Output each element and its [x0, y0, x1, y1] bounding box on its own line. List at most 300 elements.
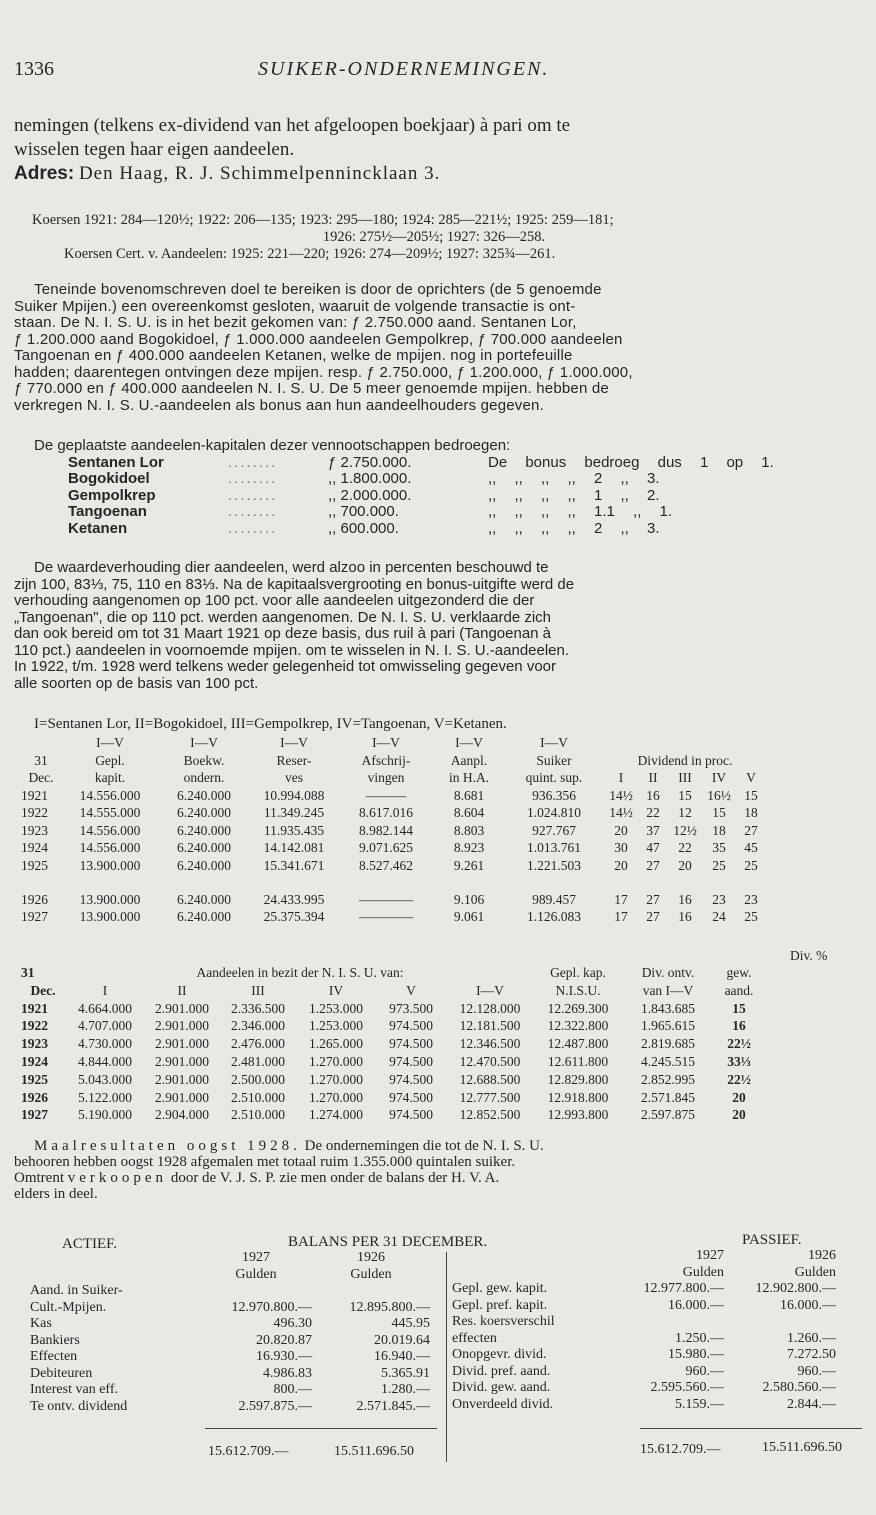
table-cell: 5.190.000	[78, 1107, 132, 1123]
table-cell: 1.221.503	[527, 857, 581, 873]
year-header: 1927	[242, 1250, 270, 1265]
value-paragraph	[14, 560, 854, 692]
para-line: hadden; daarentegen ontvingen deze mpijen. resp. ƒ 2.750.000, ƒ 1.200.000, ƒ 1.000.000,	[14, 363, 633, 381]
table-row	[20, 1017, 764, 1035]
table-row	[20, 908, 766, 926]
liab-total-1926: 15.511.696.50	[762, 1440, 842, 1455]
table-cell: 2.852.995	[641, 1071, 695, 1087]
spacer	[20, 734, 62, 752]
capital-table	[68, 455, 774, 538]
table-cell: ————	[359, 909, 413, 924]
assets-total-rule	[205, 1428, 437, 1429]
table-cell: 13.900.000	[79, 891, 141, 907]
table-cell: 11.349.245	[263, 805, 325, 820]
col-header: Afschrij-	[361, 752, 411, 768]
table-cell: 1926	[21, 891, 48, 907]
page-title: SUIKER-ONDERNEMINGEN.	[258, 58, 550, 80]
table-cell: 13.900.000	[79, 857, 141, 873]
table-cell: 6.240.000	[177, 840, 231, 855]
table-cell: 14½	[609, 805, 633, 820]
balance-row	[30, 1333, 430, 1350]
col-range: I—V	[190, 735, 218, 750]
table-cell: 25	[712, 857, 726, 873]
table-row	[20, 1000, 764, 1018]
address-text: Den Haag, R. J. Schimmelpennincklaan 3.	[78, 163, 441, 184]
table-cell: 45	[744, 840, 758, 855]
assets-total-1927: 15.612.709.—	[208, 1444, 289, 1459]
capital-amount: ,, 600.000.	[328, 519, 399, 537]
balance-row	[452, 1281, 836, 1298]
para-line	[14, 1138, 854, 1154]
table-row	[20, 1035, 764, 1053]
table-cell: 1925	[21, 1071, 48, 1087]
table-cell: 2.901.000	[155, 1089, 209, 1105]
table-cell: 6.240.000	[177, 805, 231, 820]
balance-value: 2.571.845.—	[356, 1398, 430, 1414]
table-cell: 8.803	[453, 822, 485, 838]
col-header: Reser-	[276, 752, 312, 768]
balance-label: Divid. pref. aand.	[452, 1363, 551, 1379]
para-text: De ondernemingen die tot de N. I. S. U.	[304, 1138, 544, 1154]
capital-row	[68, 521, 774, 538]
balance-row	[452, 1364, 836, 1381]
balance-label: Cult.-Mpijen.	[30, 1299, 107, 1315]
capital-amount: ,, 2.000.000.	[328, 486, 412, 504]
table-cell: 2.901.000	[155, 1000, 209, 1016]
koersen-line: Koersen Cert. v. Aandeelen: 1925: 221—220; 1926: 274—209½; 1927: 325¾—261.	[64, 246, 556, 262]
balance-label: Onverdeeld divid.	[452, 1396, 554, 1412]
col-header: Dec.	[30, 982, 56, 998]
table-cell: 974.500	[389, 1036, 433, 1052]
table-cell: 974.500	[389, 1018, 433, 1034]
table-cell: 2.510.000	[231, 1107, 285, 1123]
table-cell: 1.013.761	[527, 840, 581, 855]
balance-label: Te ontv. dividend	[30, 1398, 128, 1414]
balance-value: 445.95	[391, 1316, 430, 1331]
bonus-ratio: ,, ,, ,, ,, 2 ,, 3.	[488, 519, 660, 537]
balance-value: 16.000.—	[780, 1297, 836, 1313]
col-header: kapit.	[94, 770, 126, 785]
table-cell: 2.901.000	[155, 1036, 209, 1052]
spaced-text: Maalresultaten oogst 1928.	[34, 1138, 301, 1154]
bonus-ratio: De bonus bedroeg dus 1 op 1.	[488, 453, 774, 471]
col-range: I—V	[96, 735, 124, 750]
table-row	[20, 839, 766, 857]
para-line: ƒ 1.200.000 aand Bogokidoel, ƒ 1.000.000 aandeelen Gempolkrep, ƒ 700.000 aandeelen	[14, 330, 623, 348]
bonus-ratio: ,, ,, ,, ,, 2 ,, 3.	[488, 470, 660, 487]
col-header: IV	[328, 982, 344, 998]
table-cell: 20	[614, 822, 628, 838]
balance-divider	[446, 1252, 447, 1462]
table-cell: 4.664.000	[78, 1000, 132, 1016]
company-name: Bogokidoel	[68, 470, 150, 487]
col-header: Div. ontv.	[641, 965, 695, 980]
col-header: I	[618, 770, 624, 785]
balance-row	[452, 1347, 836, 1364]
table-cell: 1.274.000	[309, 1107, 363, 1123]
table-cell: 16	[678, 909, 692, 924]
bonus-ratio: ,, ,, ,, ,, 1 ,, 2.	[488, 486, 660, 504]
para-line: elders in deel.	[14, 1186, 98, 1202]
balance-value	[200, 1283, 312, 1300]
col-header: Suiker	[536, 752, 572, 768]
col-header: Boekw.	[183, 752, 225, 768]
balance-value: 12.977.800.—	[643, 1281, 724, 1296]
table-cell: 12.777.500	[459, 1089, 521, 1105]
para-line: alle soorten op de basis van 100 pct.	[14, 674, 259, 692]
col-header: I	[102, 982, 108, 998]
table-cell: 27	[646, 857, 660, 873]
table-cell: 14.556.000	[79, 822, 141, 838]
table-cell: 12	[678, 805, 692, 820]
col-range: I—V	[540, 735, 568, 750]
koersen-section	[14, 212, 854, 263]
table-cell: 14.556.000	[79, 787, 141, 803]
leader-dots: ........	[228, 486, 278, 504]
capital-amount: ,, 1.800.000.	[328, 470, 412, 487]
table-cell: 16	[732, 1018, 746, 1034]
col-header: 31	[34, 752, 48, 768]
table-cell: 8.617.016	[359, 805, 413, 820]
table-row	[20, 1053, 764, 1071]
table-cell: 1921	[21, 1000, 48, 1016]
balance-label: Effecten	[30, 1349, 78, 1364]
balance-value: 1.260.—	[787, 1330, 836, 1346]
capital-row	[68, 504, 774, 521]
table-cell: 12.322.800	[547, 1018, 609, 1034]
table-cell: 33⅓	[727, 1053, 751, 1069]
table-cell: 27	[744, 822, 758, 838]
table-cell: 2.336.500	[231, 1000, 285, 1016]
para-line: Suiker Mpijen.) een overeenkomst gesloten, waaruit de volgende transactie is ont-	[14, 297, 576, 315]
table-cell: 25.375.394	[263, 909, 325, 924]
table-cell: 12.181.500	[459, 1018, 521, 1034]
para-line: 110 pct.) aandeelen in voornoemde mpijen. om te wisselen in N. I. S. U.-aandeelen.	[14, 641, 570, 659]
balance-value: 960.—	[797, 1363, 836, 1379]
table-cell: 1925	[21, 857, 48, 873]
company-name: Gempolkrep	[68, 486, 156, 504]
table-cell: 12.993.800	[547, 1107, 609, 1123]
balance-row	[452, 1380, 836, 1397]
col-header: V	[746, 770, 756, 785]
capital-row	[68, 455, 774, 472]
table-cell: 8.681	[453, 787, 485, 803]
para-line	[14, 1170, 854, 1186]
table-cell: 27	[646, 909, 660, 924]
col-header: Gepl. kap.	[550, 965, 606, 980]
table-cell: 9.261	[453, 857, 485, 873]
balance-value: 496.30	[273, 1316, 312, 1331]
para-line: dan ook bereid om tot 31 Maart 1921 op deze basis, dus ruil à pari (Tangoenan à	[14, 625, 552, 642]
table-cell: 15.341.671	[263, 857, 325, 873]
balance-label: Interest van eff.	[30, 1382, 118, 1397]
div-pct-label: Div. %	[790, 948, 828, 963]
table-cell: 9.061	[453, 909, 485, 924]
balance-value	[724, 1314, 836, 1331]
intro-section	[14, 114, 854, 186]
table-cell: 974.500	[389, 1089, 433, 1105]
balance-title: BALANS PER 31 DECEMBER.	[288, 1234, 488, 1250]
capital-heading: De geplaatste aandeelen-kapitalen dezer vennootschappen bedroegen:	[34, 437, 511, 454]
col-header: 31	[21, 965, 35, 980]
intro-line: wisselen tegen haar eigen aandeelen.	[14, 139, 295, 160]
table-cell: 8.982.144	[359, 822, 413, 838]
col-header: I—V	[476, 982, 504, 998]
spaced-text: verkoopen	[67, 1170, 168, 1186]
table-cell: 12½	[673, 822, 697, 838]
table-row	[20, 787, 766, 805]
table-cell: 4.844.000	[78, 1053, 132, 1069]
table-cell: 1921	[21, 787, 48, 803]
table-cell: 2.510.000	[231, 1089, 285, 1105]
balance-value: 2.597.875.—	[238, 1398, 312, 1414]
koersen-line: Koersen 1921: 284—120½; 1922: 206—135; 1923: 295—180; 1924: 285—221½; 1925: 259—181;	[32, 212, 614, 228]
col-header: ves	[285, 770, 303, 785]
liabilities-table	[452, 1248, 836, 1413]
balance-value: 16.940.—	[374, 1349, 430, 1364]
balance-row	[30, 1399, 430, 1416]
table-cell: 5.043.000	[78, 1071, 132, 1087]
table-cell: 6.240.000	[177, 909, 231, 924]
unit-header: Gulden	[682, 1264, 724, 1280]
col-header: III	[678, 770, 692, 785]
harvest-paragraph	[14, 1138, 854, 1202]
table-row	[20, 804, 766, 822]
balance-row	[30, 1349, 430, 1366]
table-cell: 13.900.000	[79, 909, 141, 924]
table-cell: 1.126.083	[527, 909, 581, 924]
table-cell: 973.500	[389, 1000, 433, 1016]
table-cell: 2.476.000	[231, 1036, 285, 1052]
col-range: I—V	[455, 735, 483, 750]
table-cell: 4.707.000	[78, 1018, 132, 1034]
leader-dots: ........	[228, 470, 278, 487]
leader-dots: ........	[228, 519, 278, 537]
table-cell: 10.994.088	[263, 787, 325, 803]
balance-value: 800.—	[273, 1382, 312, 1397]
balance-label: effecten	[452, 1330, 497, 1346]
balance-value: 15.980.—	[668, 1347, 724, 1362]
table-cell: 12.487.800	[547, 1036, 609, 1052]
holdings-table	[20, 964, 764, 1124]
table-cell: 8.527.462	[359, 857, 413, 873]
table-cell: 12.611.800	[547, 1053, 609, 1069]
koersen-line: 1926: 275½—205½; 1927: 326—258.	[322, 229, 546, 245]
table-cell: 6.240.000	[177, 857, 231, 873]
table-cell: 2.901.000	[155, 1071, 209, 1087]
year-header: 1926	[357, 1250, 385, 1265]
table-cell: ————	[359, 891, 413, 907]
leader-dots: ........	[228, 503, 278, 520]
balance-value	[614, 1314, 724, 1331]
balance-row	[30, 1316, 430, 1333]
balance-value: 16.930.—	[256, 1349, 312, 1364]
para-line: zijn 100, 83⅓, 75, 110 en 83⅓. Na de kapitaalsvergrooting en bonus-uitgifte werd de	[14, 575, 575, 593]
table-cell: 2.346.000	[231, 1018, 285, 1034]
table-cell: 18	[712, 822, 726, 838]
table-cell: 4.245.515	[641, 1053, 695, 1069]
table-row	[20, 1106, 764, 1124]
balance-value: 1.250.—	[675, 1330, 724, 1346]
table-row	[20, 822, 766, 840]
balance-value: 2.844.—	[787, 1396, 836, 1412]
unit-header: Gulden	[350, 1266, 392, 1282]
balance-label: Onopgevr. divid.	[452, 1347, 547, 1362]
balance-value: 5.159.—	[675, 1396, 724, 1412]
balance-value: 16.000.—	[668, 1297, 724, 1313]
company-name: Ketanen	[68, 519, 128, 537]
col-header: N.I.S.U.	[555, 982, 601, 998]
balance-value: 20.019.64	[374, 1332, 430, 1348]
balance-row	[30, 1283, 430, 1300]
table-row	[20, 874, 766, 908]
table-cell: 17	[614, 891, 628, 907]
table-cell: 23	[744, 891, 758, 907]
address-line	[14, 162, 854, 186]
table-cell: 6.240.000	[177, 787, 231, 803]
leader-dots: ........	[228, 453, 278, 471]
table-cell: 9.106	[453, 891, 485, 907]
table-cell: 2.904.000	[155, 1107, 209, 1123]
col-header: III	[251, 982, 265, 998]
table-cell: 18	[744, 805, 758, 820]
year-header: 1927	[696, 1248, 724, 1263]
balance-value	[312, 1283, 430, 1300]
col-header: van I—V	[642, 982, 694, 998]
capital-section	[14, 438, 854, 537]
company-legend: I=Sentanen Lor, II=Bogokidoel, III=Gempolkrep, IV=Tangoenan, V=Ketanen.	[34, 716, 507, 732]
company-name: Tangoenan	[68, 503, 147, 520]
col-header: gew.	[726, 965, 752, 980]
table-cell: 1927	[21, 1107, 48, 1123]
balance-row	[30, 1382, 430, 1399]
table-cell: 1.270.000	[309, 1071, 363, 1087]
table-cell: ———	[365, 787, 407, 803]
passief-label: PASSIEF.	[742, 1232, 802, 1248]
balance-value: 12.970.800.—	[231, 1299, 312, 1315]
para-text: Omtrent	[14, 1170, 64, 1186]
table-cell: 1.843.685	[641, 1000, 695, 1016]
table-cell: 11.935.435	[263, 822, 325, 838]
year-header: 1926	[808, 1248, 836, 1263]
table-cell: 16½	[707, 787, 731, 803]
spacer	[452, 1265, 614, 1282]
unit-header: Gulden	[794, 1264, 836, 1280]
table-cell: 25	[744, 857, 758, 873]
unit-header: Gulden	[235, 1266, 277, 1282]
spacer	[30, 1267, 200, 1284]
assets-table	[30, 1250, 430, 1415]
col-header: in H.A.	[448, 770, 490, 785]
balance-value: 2.595.560.—	[650, 1380, 724, 1395]
table-cell: 1923	[21, 1036, 48, 1052]
table-cell: 37	[646, 822, 660, 838]
col-header: Dec.	[28, 770, 54, 785]
table-cell: 5.122.000	[78, 1089, 132, 1105]
capital-amount: ,, 700.000.	[328, 503, 399, 520]
table-cell: 14.142.081	[263, 840, 325, 855]
balance-value: 20.820.87	[256, 1332, 312, 1348]
table-cell: 15	[732, 1000, 746, 1016]
table-cell: 22	[678, 840, 692, 855]
balance-value: 12.902.800.—	[755, 1281, 836, 1296]
table-cell: 22½	[727, 1071, 751, 1087]
col-header: quint. sup.	[525, 770, 583, 785]
table-cell: 2.819.685	[641, 1036, 695, 1052]
table-cell: 2.500.000	[231, 1071, 285, 1087]
table-cell: 1927	[21, 909, 48, 924]
table-cell: 12.470.500	[459, 1053, 521, 1069]
balance-value: 5.365.91	[381, 1365, 430, 1381]
liab-total-1927: 15.612.709.—	[640, 1442, 721, 1457]
table-cell: 974.500	[389, 1053, 433, 1069]
capital-amount: ƒ 2.750.000.	[328, 453, 412, 471]
assets-total-1926: 15.511.696.50	[334, 1444, 414, 1459]
address-label: Adres:	[14, 163, 75, 184]
table-cell: 4.730.000	[78, 1036, 132, 1052]
col-header: Gepl.	[95, 752, 125, 768]
table-cell: 1924	[21, 1053, 48, 1069]
balance-value: 4.986.83	[263, 1365, 312, 1381]
table-cell: 2.901.000	[155, 1053, 209, 1069]
table-cell: 974.500	[389, 1071, 433, 1087]
para-text: door de V. J. S. P. zie men onder de balans der H. V. A.	[170, 1170, 500, 1186]
table-cell: 989.457	[532, 891, 576, 907]
table-cell: 2.481.000	[231, 1053, 285, 1069]
col-header: II	[648, 770, 658, 785]
balance-label: Res. koersverschil	[452, 1314, 555, 1329]
table-cell: 12.918.800	[547, 1089, 609, 1105]
balance-row	[452, 1298, 836, 1315]
bonus-ratio: ,, ,, ,, ,, 1.1 ,, 1.	[488, 503, 673, 520]
balance-label: Debiteuren	[30, 1365, 93, 1381]
table-cell: 14.556.000	[79, 840, 141, 855]
table-cell: 1922	[21, 805, 48, 820]
table-cell: 22½	[727, 1036, 751, 1052]
table-cell: 12.852.500	[459, 1107, 521, 1123]
balance-value: 1.280.—	[381, 1382, 430, 1397]
col-header: Aanpl.	[450, 752, 488, 768]
balance-row	[452, 1397, 836, 1414]
balance-row	[30, 1366, 430, 1383]
spacer	[452, 1248, 614, 1265]
table-cell: 2.571.845	[641, 1089, 695, 1105]
col-header: IV	[711, 770, 727, 785]
page-number: 1336	[14, 58, 54, 80]
balance-value: 7.272.50	[787, 1347, 836, 1362]
table-cell: 47	[646, 840, 660, 855]
table-cell: 936.356	[532, 787, 576, 803]
table-cell: 15	[744, 787, 758, 803]
table-cell: 16	[678, 891, 692, 907]
balance-label: Gepl. gew. kapit.	[452, 1281, 548, 1296]
table-cell: 15	[712, 805, 726, 820]
table-cell: 1923	[21, 822, 48, 838]
table-cell: 8.604	[453, 805, 485, 820]
col-range: I—V	[280, 735, 308, 750]
para-line: „Tangoenan", die op 110 pct. werden aangenomen. De N. I. S. U. verklaarde zich	[14, 608, 552, 626]
table-cell: 12.829.800	[547, 1071, 609, 1087]
table-cell: 1.270.000	[309, 1053, 363, 1069]
para-line: staan. De N. I. S. U. is in het bezit gekomen van: ƒ 2.750.000 aand. Sentanen Lor,	[14, 314, 577, 331]
table-cell: 12.128.000	[459, 1000, 521, 1016]
actief-label: ACTIEF.	[62, 1236, 118, 1252]
table-cell: 24.433.995	[263, 891, 325, 907]
balance-value: 2.580.560.—	[762, 1380, 836, 1395]
table-cell: 9.071.625	[359, 840, 413, 855]
transaction-paragraph	[14, 282, 854, 414]
table-cell: 8.923	[453, 840, 485, 855]
